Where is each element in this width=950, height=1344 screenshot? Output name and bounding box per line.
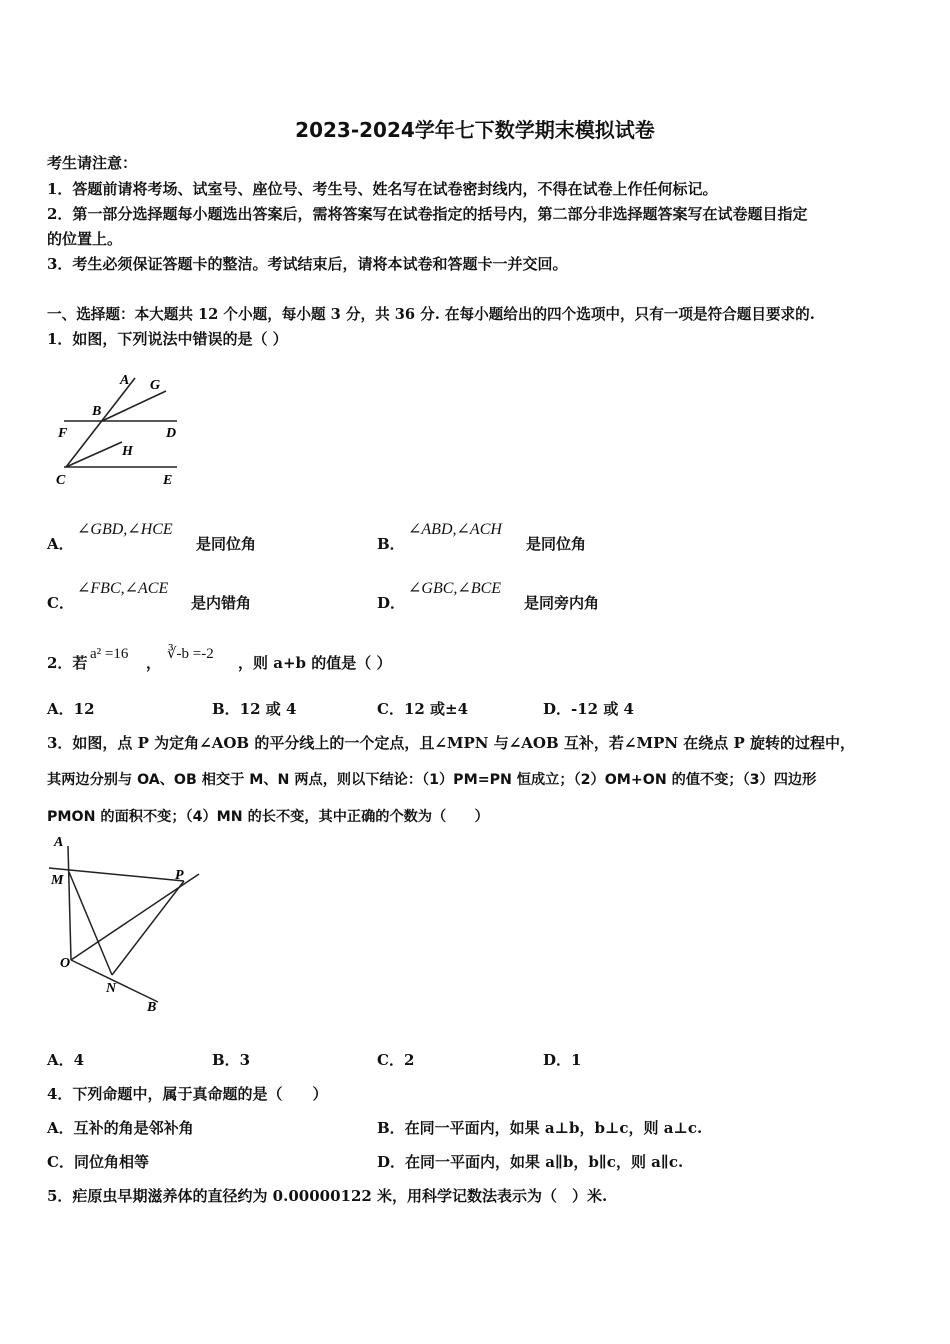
notice-item-3: 3．考生必须保证答题卡的整洁。考试结束后，请将本试卷和答题卡一并交回。 xyxy=(47,255,568,273)
page-title: 2023-2024学年七下数学期末模拟试卷 xyxy=(295,118,655,142)
section-heading: 一、选择题：本大题共 12 个小题，每小题 3 分，共 36 分. 在每小题给出的四个选项中，只有一项是符合题目要求的. xyxy=(47,306,815,323)
notice-item-2-cont: 的位置上。 xyxy=(47,230,123,248)
q1-option-d-math: ∠GBC,∠BCE xyxy=(408,580,502,597)
q1-figure xyxy=(50,366,190,492)
q2-comma: ， xyxy=(146,654,162,672)
q1-option-a-text: 是同位角 xyxy=(196,535,257,553)
notice-item-2: 2．第一部分选择题每小题选出答案后，需将答案写在试卷指定的括号内，第二部分非选择题答案写在试卷题目指定 xyxy=(47,205,808,223)
q1-option-d-letter: D． xyxy=(377,594,406,612)
q3-ray-oa xyxy=(68,846,71,960)
q1-option-c-text: 是内错角 xyxy=(191,594,252,612)
q1-option-a-math: ∠GBD,∠HCE xyxy=(77,521,173,538)
q1-line-bg xyxy=(102,391,166,421)
q1-stem: 1．如图，下列说法中错误的是（ ） xyxy=(47,330,288,348)
q3-label-m: M xyxy=(51,873,64,888)
q1-option-b-text: 是同位角 xyxy=(526,535,587,553)
q3-option-c: C．2 xyxy=(377,1051,415,1069)
q1-option-b-math: ∠ABD,∠ACH xyxy=(408,521,502,538)
q2-expr2: ∛-b =-2 xyxy=(167,646,214,662)
q2-expr1: a² =16 xyxy=(90,646,129,662)
q3-label-n: N xyxy=(106,981,117,996)
q3-label-p: P xyxy=(175,868,184,883)
q4-option-c: C．同位角相等 xyxy=(47,1153,149,1171)
q2-option-c: C．12 或±4 xyxy=(377,700,469,718)
q1-option-c-math: ∠FBC,∠ACE xyxy=(77,580,169,597)
q1-line-ch xyxy=(66,442,122,467)
q4-option-d: D．在同一平面内，如果 a∥b，b∥c，则 a∥c. xyxy=(377,1153,684,1171)
q1-option-b-letter: B． xyxy=(377,535,405,553)
q1-label-g: G xyxy=(150,378,161,393)
q3-segment-pn xyxy=(112,881,184,975)
q3-label-o: O xyxy=(60,956,71,971)
q1-option-d-text: 是同旁内角 xyxy=(524,594,600,612)
q1-option-a-letter: A． xyxy=(47,535,74,553)
q3-figure xyxy=(44,834,210,1018)
q3-line-1: 3．如图，点 P 为定角∠AOB 的平分线上的一个定点，且∠MPN 与∠AOB 互补，若∠MPN 在绕点 P 旋转的过程中， xyxy=(47,734,856,752)
q1-label-d: D xyxy=(166,426,177,441)
q3-option-b: B．3 xyxy=(212,1051,251,1069)
q1-label-e: E xyxy=(163,473,173,488)
q5-stem: 5．疟原虫早期滋养体的直径约为 0.00000122 米，用科学记数法表示为（ ）米. xyxy=(47,1187,608,1205)
notice-heading: 考生请注意： xyxy=(47,154,138,172)
q1-label-h: H xyxy=(122,444,133,459)
q4-option-b: B．在同一平面内，如果 a⊥b，b⊥c，则 a⊥c. xyxy=(377,1119,703,1137)
q1-option-c-letter: C． xyxy=(47,594,74,612)
q3-line-2: 其两边分别与 OA、OB 相交于 M、N 两点，则以下结论：（1）PM=PN 恒成立；（2）OM+ON 的值不变；（3）四边形 xyxy=(47,772,817,788)
q3-label-a: A xyxy=(54,835,64,850)
q2-option-a: A．12 xyxy=(47,700,95,718)
q3-segment-mn xyxy=(69,872,112,975)
q2-suffix: ，则 a+b 的值是（ ） xyxy=(238,654,392,672)
q4-option-a: A．互补的角是邻补角 xyxy=(47,1119,194,1137)
q1-label-b: B xyxy=(92,404,102,419)
q1-label-a: A xyxy=(120,373,130,388)
q2-prefix: 2．若 xyxy=(47,654,88,672)
q4-stem: 4．下列命题中，属于真命题的是（ ） xyxy=(47,1085,328,1103)
q3-option-d: D．1 xyxy=(543,1051,582,1069)
q3-option-a: A．4 xyxy=(47,1051,85,1069)
notice-item-1: 1．答题前请将考场、试室号、座位号、考生号、姓名写在试卷密封线内，不得在试卷上作任何标记。 xyxy=(47,180,718,198)
q2-option-d: D．-12 或 4 xyxy=(543,700,634,718)
q1-label-f: F xyxy=(58,426,68,441)
q3-line-3: PMON 的面积不变；（4）MN 的长不变，其中正确的个数为（ ） xyxy=(47,809,489,825)
q1-label-c: C xyxy=(56,473,66,488)
q2-option-b: B．12 或 4 xyxy=(212,700,297,718)
q3-label-b: B xyxy=(147,1000,157,1015)
